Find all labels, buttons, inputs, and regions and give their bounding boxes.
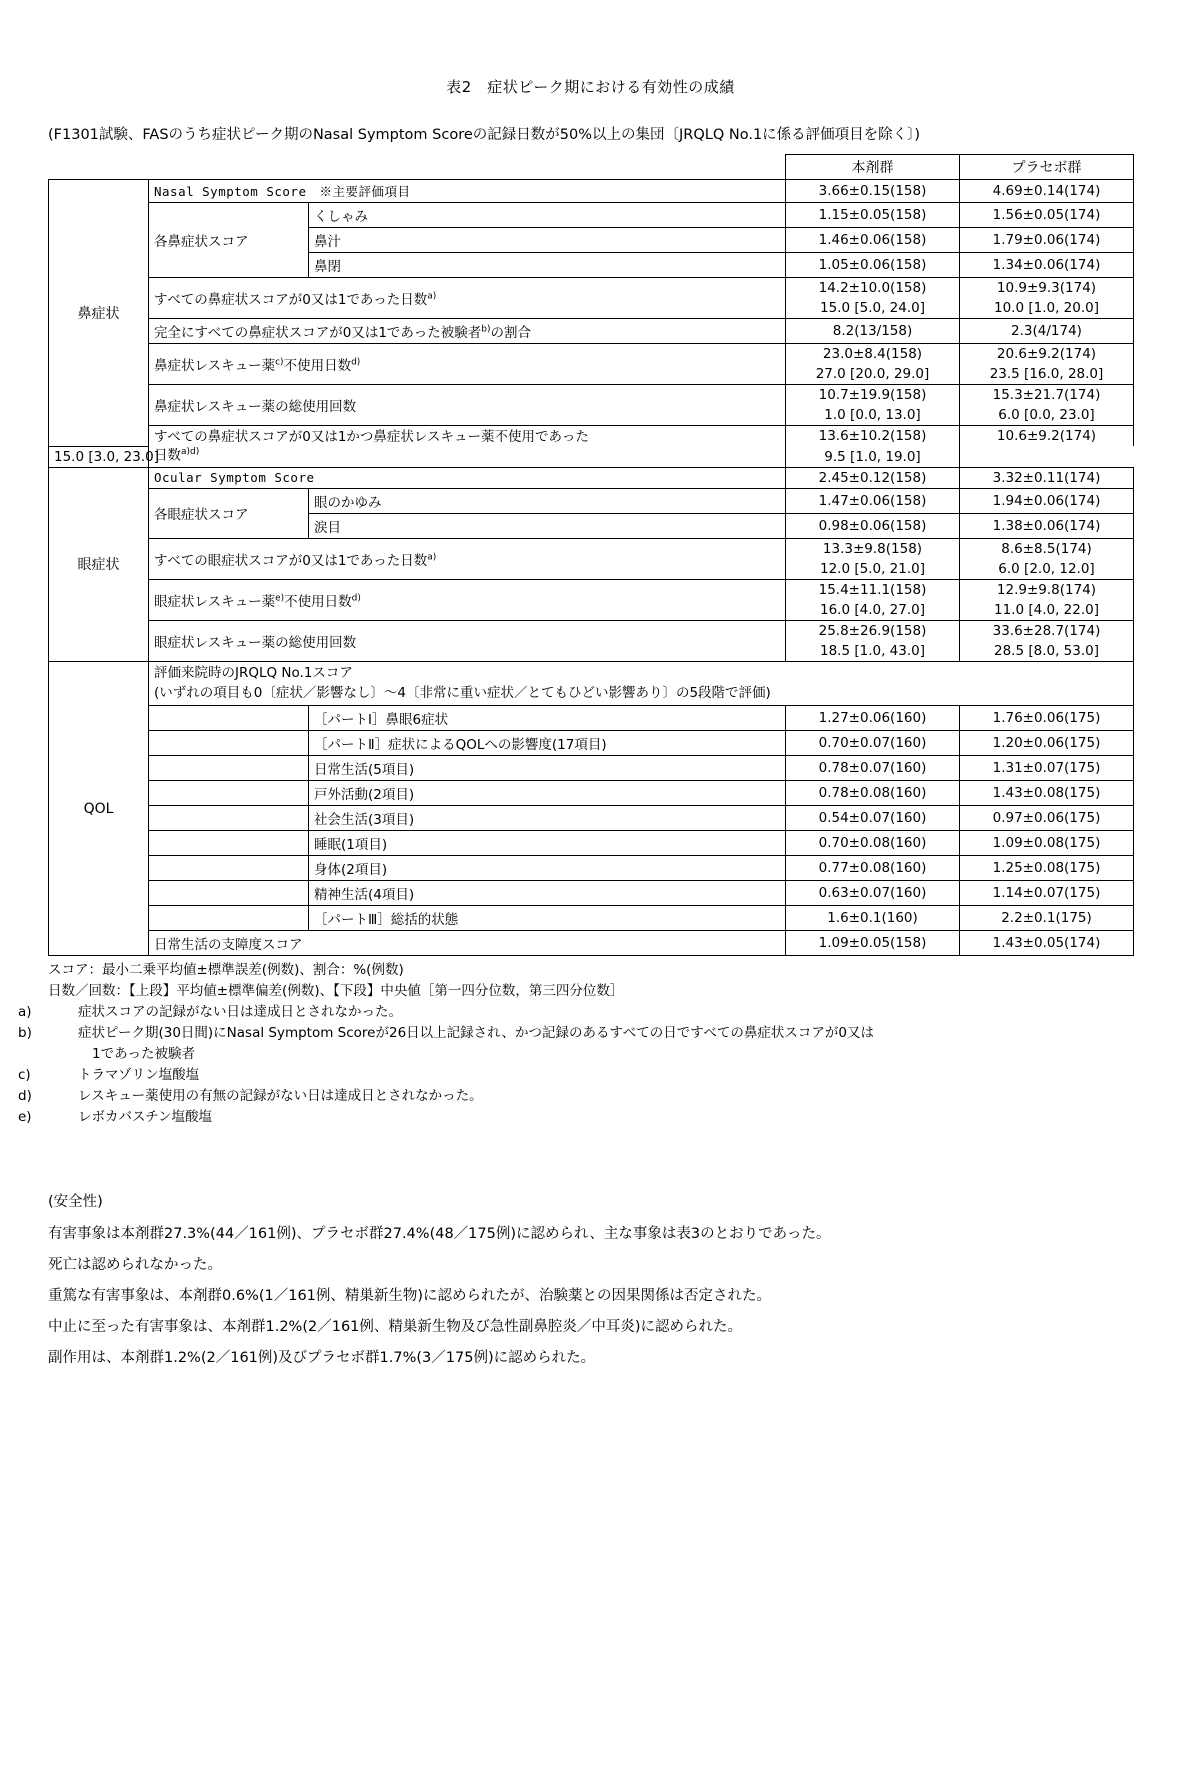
row-value-drug: 8.2(13/158) [786,319,960,344]
row-label-part2: ［パートⅡ］症状によるQOLへの影響度(17項目) [309,731,786,756]
qol-spacer [149,781,309,806]
row-label-ocular-rescue-free-days: 眼症状レスキュー薬$^{e)}$不使用日数$^{d)}$ [149,579,786,620]
table-row [49,931,1134,956]
row-value-placebo: 15.3±21.7(174) [960,385,1134,406]
row-label-rhinorrhea: 鼻汁 [309,228,786,253]
footnote-d: d) レスキュー薬使用の有無の記録がない日は達成日とされなかった。 [18,1087,483,1104]
table-row [49,344,1134,365]
row-label-ocular-rescue-total-uses: 眼症状レスキュー薬の総使用回数 [149,620,786,661]
row-value-drug: 13.6±10.2(158) [786,426,960,447]
row-label-nasal-symptom-score: Nasal Symptom Score ※主要評価項目 [149,180,786,203]
table-subtitle: (F1301試験、FASのうち症状ピーク期のNasal Symptom Scoreの記録日数が50%以上の集団〔JRQLQ No.1に係る評価項目を除く〕) [48,127,921,143]
footnote-ref-2: d) [351,357,361,368]
row-value-placebo: 3.32±0.11(174) [960,467,1134,488]
header-drug-group: 本剤群 [786,155,960,180]
row-value-drug: 23.0±8.4(158) [786,344,960,365]
row-value-drug: 0.78±0.07(160) [786,756,960,781]
row-value-placebo: 10.6±9.2(174) [960,426,1134,447]
row-value-placebo: 1.43±0.05(174) [960,931,1134,956]
footnote-score-definition: スコア：最小二乗平均値±標準誤差(例数)、割合：%(例数) [48,962,404,979]
safety-paragraph-5: 副作用は、本剤群1.2%(2／161例)及びプラセボ群1.7%(3／175例)に認められた。 [48,1350,596,1367]
row-value-placebo-median: 9.5 [1.0, 19.0] [786,446,960,467]
row-value-placebo: 10.9±9.3(174) [960,278,1134,299]
row-label-part1: ［パートⅠ］鼻眼6症状 [309,706,786,731]
footnote-b-continued: 1であった被験者 [92,1045,195,1062]
qol-spacer [149,756,309,781]
row-value-placebo-median: 23.5 [16.0, 28.0] [960,364,1134,385]
footnote-ref: a)d) [181,447,200,458]
table-row [49,706,1134,731]
qol-spacer [149,731,309,756]
qol-spacer [149,881,309,906]
row-sublabel-each-nasal-score: 各鼻症状スコア [149,203,309,278]
row-label-nasal-rescue-free-days: 鼻症状レスキュー薬$^{c)}$不使用日数$^{d)}$ [149,344,786,385]
header-blank-4 [490,155,786,180]
row-value-drug: 0.63±0.07(160) [786,881,960,906]
row-value-drug: 1.6±0.1(160) [786,906,960,931]
table-footnotes [18,960,1133,1127]
qol-spacer [149,706,309,731]
row-value-placebo: 20.6±9.2(174) [960,344,1134,365]
row-value-drug: 1.15±0.05(158) [786,203,960,228]
row-label-part3: ［パートⅢ］総括的状態 [309,906,786,931]
row-value-placebo-median: 11.0 [4.0, 22.0] [960,600,1134,621]
row-value-drug: 25.8±26.9(158) [786,620,960,641]
footnote-days-definition: 日数／回数：【上段】平均値±標準偏差(例数)、【下段】中央値［第一四分位数，第三四分位数］ [48,982,624,999]
footnote-ref: b) [481,324,491,335]
table-row [49,180,1134,203]
footnote-e: e) レボカバスチン塩酸塩 [18,1108,213,1125]
footnote-b: b) 症状ピーク期(30日間)にNasal Symptom Scoreが26日以上記録され、かつ記録のあるすべての日ですべての鼻症状スコアが0又は [18,1024,875,1041]
safety-paragraph-1: 有害事象は本剤群27.3%(44／161例)、プラセボ群27.4%(48／175例)に認められ、主な事象は表3のとおりであった。 [48,1225,831,1242]
table-row [49,538,1134,559]
row-value-drug: 1.27±0.06(160) [786,706,960,731]
qol-spacer [149,806,309,831]
qol-spacer [149,831,309,856]
row-value-placebo: 1.43±0.08(175) [960,781,1134,806]
row-value-placebo: 1.38±0.06(174) [960,513,1134,538]
row-value-placebo: 2.2±0.1(175) [960,906,1134,931]
row-label-proportion-complete-responders: 完全にすべての鼻症状スコアが0又は1であった被験者$^{b)}$の割合 [149,319,786,344]
row-label-watery-eyes: 涙目 [309,513,786,538]
jrqlq-header-line1: 評価来院時のJRQLQ No.1スコア [154,664,353,681]
qol-spacer [149,856,309,881]
row-label-sneezing: くしゃみ [309,203,786,228]
row-value-drug: 10.7±19.9(158) [786,385,960,406]
row-value-drug-median: 15.0 [5.0, 24.0] [786,298,960,319]
header-blank-2 [149,155,309,180]
row-value-placebo: 2.3(4/174) [960,319,1134,344]
table-header-row [49,155,1134,180]
footnote-ref-2: d) [351,593,361,604]
safety-paragraph-3: 重篤な有害事象は、本剤群0.6%(1／161例、精巣新生物)に認められたが、治験薬との因果関係は否定された。 [48,1287,772,1304]
row-value-drug-median: 12.0 [5.0, 21.0] [786,559,960,580]
row-value-placebo-median: 10.0 [1.0, 20.0] [960,298,1134,319]
row-value-drug-median: 18.5 [1.0, 43.0] [786,641,960,662]
table-row [49,906,1134,931]
row-value-drug: 15.4±11.1(158) [786,579,960,600]
header-placebo-group: プラセボ群 [960,155,1134,180]
row-value-drug: 0.77±0.08(160) [786,856,960,881]
row-value-placebo: 1.09±0.08(175) [960,831,1134,856]
row-value-drug: 1.47±0.06(158) [786,488,960,513]
row-value-placebo: 1.94±0.06(174) [960,488,1134,513]
row-label-nasal-score-and-rescue-free-days: すべての鼻症状スコアが0又は1かつ鼻症状レスキュー薬不使用であった 日数$^{a)d)}$ [149,426,786,468]
table-row [49,319,1134,344]
table-row [49,385,1134,406]
table-row [49,488,1134,513]
row-label-nasal-rescue-total-uses: 鼻症状レスキュー薬の総使用回数 [149,385,786,426]
table-row [49,620,1134,641]
table-row [49,278,1134,299]
table-row [49,579,1134,600]
row-label-jrqlq-header [149,661,1134,705]
row-value-placebo: 1.20±0.06(175) [960,731,1134,756]
row-label-physical: 身体(2項目) [309,856,786,881]
row-label-daily-life: 日常生活(5項目) [309,756,786,781]
footnote-ref: e) [275,593,285,604]
row-value-placebo: 1.31±0.07(175) [960,756,1134,781]
row-value-placebo-median: 6.0 [2.0, 12.0] [960,559,1134,580]
row-value-drug: 1.09±0.05(158) [786,931,960,956]
document-page [0,76,1181,1771]
footnote-c: c) トラマゾリン塩酸塩 [18,1066,200,1083]
footnote-ref: a) [427,291,437,302]
row-label-itchy-eyes: 眼のかゆみ [309,488,786,513]
row-label-mental-life: 精神生活(4項目) [309,881,786,906]
group-label-qol: QOL [49,661,149,955]
table-row [49,781,1134,806]
group-label-nasal: 鼻症状 [49,180,149,447]
jrqlq-header-line2: (いずれの項目も0〔症状／影響なし〕〜4〔非常に重い症状／とてもひどい影響あり〕の5段階で評価) [154,684,771,701]
row-value-drug-median: 16.0 [4.0, 27.0] [786,600,960,621]
row-label-sleep: 睡眠(1項目) [309,831,786,856]
row-value-drug: 13.3±9.8(158) [786,538,960,559]
table-row [49,467,1134,488]
table-row [49,856,1134,881]
row-value-placebo: 1.76±0.06(175) [960,706,1134,731]
row-value-placebo: 1.25±0.08(175) [960,856,1134,881]
row-value-drug: 0.98±0.06(158) [786,513,960,538]
row-sublabel-each-ocular-score: 各眼症状スコア [149,488,309,538]
qol-spacer [149,906,309,931]
table-row [49,881,1134,906]
table-row [49,426,1134,447]
header-blank-3 [309,155,490,180]
safety-heading: (安全性) [48,1194,103,1211]
row-value-drug: 2.45±0.12(158) [786,467,960,488]
row-value-placebo-median: 6.0 [0.0, 23.0] [960,405,1134,426]
row-label-days-nasal-score-0-1: すべての鼻症状スコアが0又は1であった日数$^{a)}$ [149,278,786,319]
row-label-ocular-symptom-score: Ocular Symptom Score [149,467,786,488]
table-row [49,203,1134,228]
safety-paragraph-2: 死亡は認められなかった。 [48,1256,222,1273]
row-value-placebo: 33.6±28.7(174) [960,620,1134,641]
row-label-daily-life-impairment-score: 日常生活の支障度スコア [149,931,786,956]
row-value-drug: 0.78±0.08(160) [786,781,960,806]
page-title: 表2 症状ピーク期における有効性の成績 [446,78,735,96]
row-value-drug: 3.66±0.15(158) [786,180,960,203]
row-value-drug-median: 15.0 [3.0, 23.0] [49,446,149,467]
table-row [49,831,1134,856]
row-label-nasal-congestion: 鼻閉 [309,253,786,278]
row-value-placebo: 8.6±8.5(174) [960,538,1134,559]
row-value-placebo: 12.9±9.8(174) [960,579,1134,600]
row-label-outdoor-activity: 戸外活動(2項目) [309,781,786,806]
row-value-placebo: 1.56±0.05(174) [960,203,1134,228]
row-label-social-life: 社会生活(3項目) [309,806,786,831]
row-label-days-ocular-score-0-1: すべての眼症状スコアが0又は1であった日数$^{a)}$ [149,538,786,579]
row-value-drug: 0.70±0.07(160) [786,731,960,756]
row-value-drug: 1.46±0.06(158) [786,228,960,253]
row-value-drug: 14.2±10.0(158) [786,278,960,299]
footnote-ref: c) [275,357,284,368]
efficacy-results-table [48,154,1134,956]
row-value-drug-median: 1.0 [0.0, 13.0] [786,405,960,426]
safety-paragraph-4: 中止に至った有害事象は、本剤群1.2%(2／161例、精巣新生物及び急性副鼻腔炎／中耳炎)に認められた。 [48,1319,743,1336]
row-value-placebo: 0.97±0.06(175) [960,806,1134,831]
row-value-placebo: 1.14±0.07(175) [960,881,1134,906]
row-value-placebo: 1.79±0.06(174) [960,228,1134,253]
row-value-drug: 0.54±0.07(160) [786,806,960,831]
row-value-placebo: 4.69±0.14(174) [960,180,1134,203]
table-row [49,756,1134,781]
row-value-drug: 1.05±0.06(158) [786,253,960,278]
safety-section [48,1187,1133,1374]
header-blank [49,155,149,180]
row-value-drug: 0.70±0.08(160) [786,831,960,856]
footnote-ref: a) [427,552,437,563]
table-row [49,731,1134,756]
table-row [49,661,1134,705]
table-row [49,806,1134,831]
group-label-ocular: 眼症状 [49,467,149,661]
footnote-a: a) 症状スコアの記録がない日は達成日とされなかった。 [18,1003,402,1020]
row-value-placebo-median: 28.5 [8.0, 53.0] [960,641,1134,662]
row-value-drug-median: 27.0 [20.0, 29.0] [786,364,960,385]
row-value-placebo: 1.34±0.06(174) [960,253,1134,278]
